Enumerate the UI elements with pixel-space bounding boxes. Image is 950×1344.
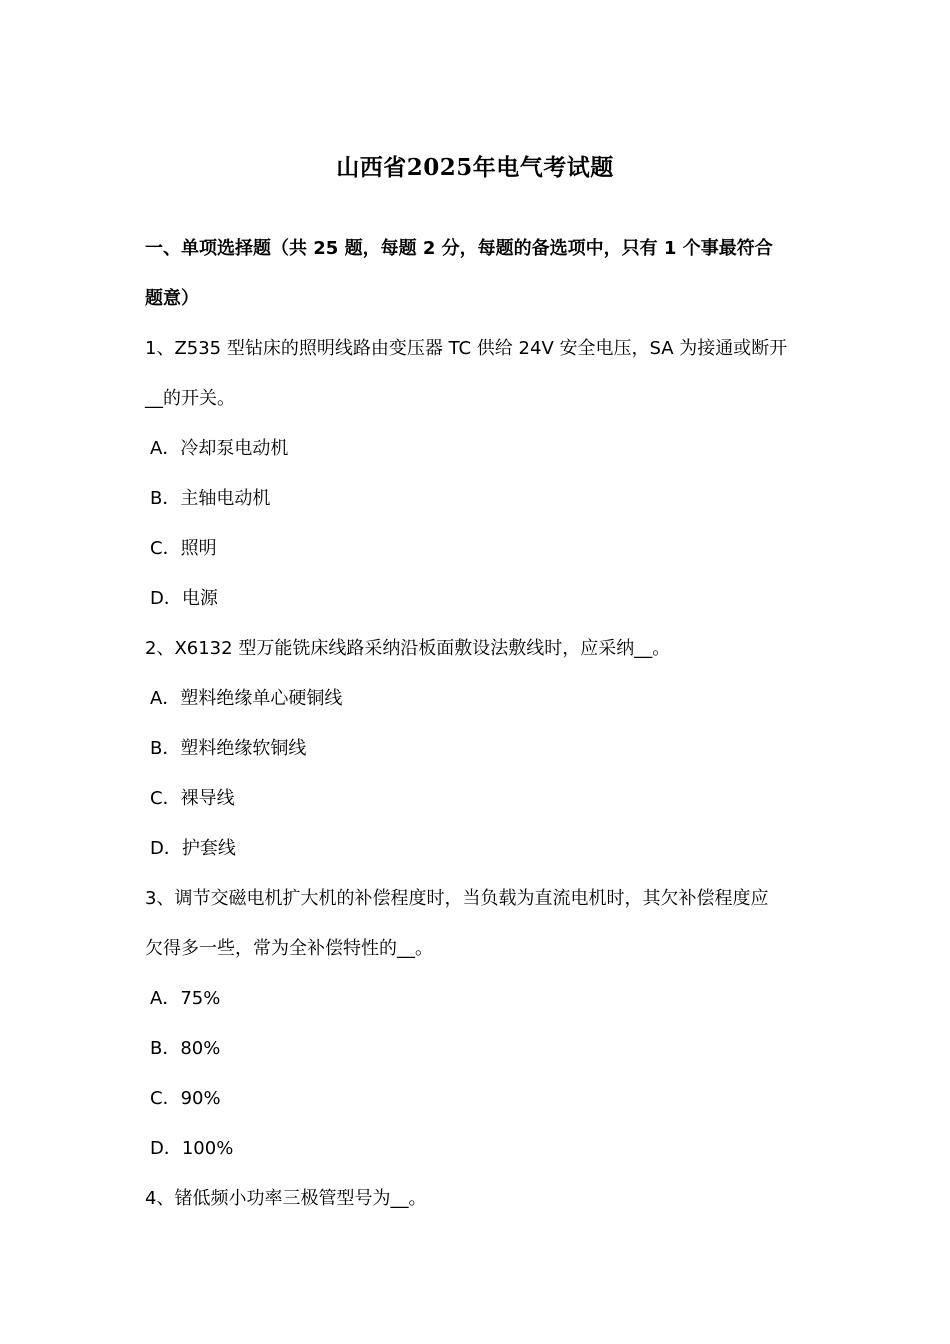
question-2-option-c: C．裸导线 — [150, 788, 235, 809]
question-3-option-c: C．90% — [150, 1088, 221, 1109]
section-heading-continued: 题意） — [145, 288, 199, 309]
document-body — [145, 232, 815, 1232]
question-1-option-b: B．主轴电动机 — [150, 488, 271, 509]
question-1-stem-continued: __的开关。 — [145, 388, 235, 409]
question-2-option-d: D．护套线 — [150, 838, 236, 859]
question-4-stem: 4、锗低频小功率三极管型号为__。 — [145, 1188, 427, 1209]
question-2-option-b: B．塑料绝缘软铜线 — [150, 738, 307, 759]
question-1-option-c: C．照明 — [150, 538, 217, 559]
question-1-option-d: D．电源 — [150, 588, 218, 609]
section-heading: 一、单项选择题（共 25 题，每题 2 分，每题的备选项中，只有 1 个事最符合 — [145, 238, 773, 259]
document-title: 山西省2025年电气考试题 — [336, 154, 614, 181]
question-1-option-a: A．冷却泵电动机 — [150, 438, 289, 459]
question-3-option-a: A．75% — [150, 988, 221, 1009]
question-3-stem-continued: 欠得多一些，常为全补偿特性的__。 — [145, 938, 433, 959]
question-2-stem: 2、X6132 型万能铣床线路采纳沿板面敷设法敷线时，应采纳__。 — [145, 638, 671, 659]
question-3-option-b: B．80% — [150, 1038, 221, 1059]
question-1-stem: 1、Z535 型钻床的照明线路由变压器 TC 供给 24V 安全电压，SA 为接通或断开 — [145, 338, 788, 359]
question-3-option-d: D．100% — [150, 1138, 234, 1159]
question-3-stem: 3、调节交磁电机扩大机的补偿程度时，当负载为直流电机时，其欠补偿程度应 — [145, 888, 769, 909]
question-2-option-a: A．塑料绝缘单心硬铜线 — [150, 688, 343, 709]
